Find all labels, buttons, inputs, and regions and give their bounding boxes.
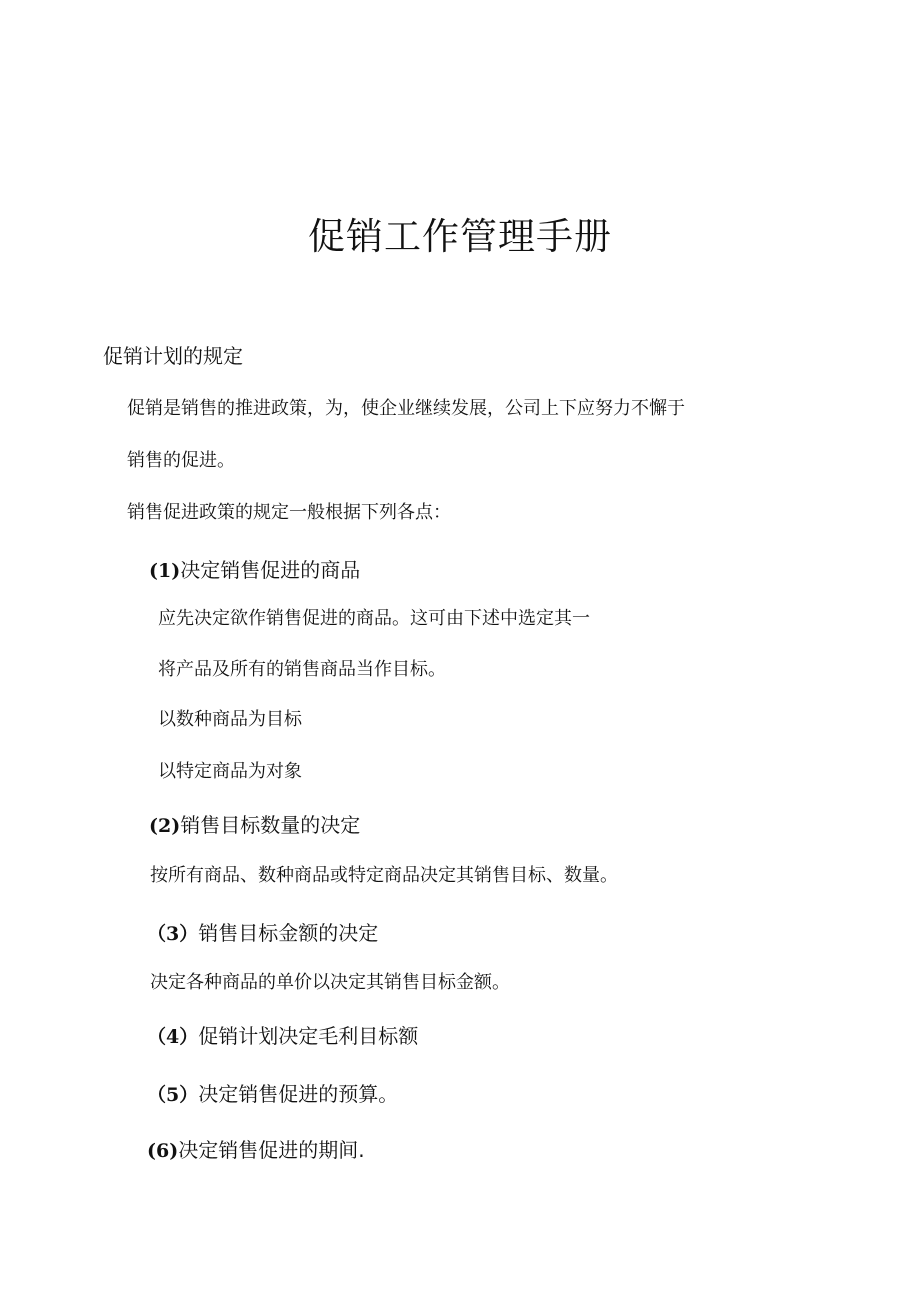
item-1-heading (149, 560, 360, 581)
item-5-heading-text: 决定销售促进的预算。 (198, 1082, 399, 1106)
item-4-heading-text: 促销计划决定毛利目标额 (198, 1024, 419, 1048)
item-3-number: （3） (147, 923, 199, 945)
section-heading: 促销计划的规定 (103, 344, 243, 368)
item-2-heading-text: 销售目标数量的决定 (180, 813, 361, 837)
item-1-line-1: 应先决定欲作销售促进的商品。这可由下述中选定其一 (158, 608, 590, 629)
item-6-heading (147, 1140, 365, 1161)
document-title: 促销工作管理手册 (308, 215, 612, 258)
item-3-heading (147, 923, 378, 944)
item-6-heading-text: 决定销售促进的期间. (178, 1138, 365, 1162)
item-2-heading (149, 815, 360, 836)
item-3-heading-text: 销售目标金额的决定 (198, 921, 379, 945)
item-1-heading-text: 决定销售促进的商品 (180, 558, 361, 582)
item-4-heading (147, 1026, 418, 1047)
item-2-number: (2) (149, 815, 181, 837)
intro-paragraph-line-3: 销售促进政策的规定一般根据下列各点： (127, 502, 451, 523)
item-1-number: (1) (149, 560, 181, 582)
intro-paragraph-line-1: 促销是销售的推进政策，为，使企业继续发展，公司上下应努力不懈于 (127, 398, 685, 419)
item-5-number: （5） (147, 1084, 199, 1106)
intro-paragraph-line-2: 销售的促进。 (127, 450, 235, 471)
item-3-line-1: 决定各种商品的单价以决定其销售目标金额。 (150, 972, 510, 993)
item-5-heading (147, 1084, 398, 1105)
item-1-line-3: 以数种商品为目标 (158, 709, 302, 730)
item-2-line-1: 按所有商品、数种商品或特定商品决定其销售目标、数量。 (150, 865, 618, 886)
item-4-number: （4） (147, 1026, 199, 1048)
item-1-line-2: 将产品及所有的销售商品当作目标。 (158, 659, 446, 680)
item-6-number: (6) (147, 1140, 179, 1162)
item-1-line-4: 以特定商品为对象 (158, 761, 302, 782)
